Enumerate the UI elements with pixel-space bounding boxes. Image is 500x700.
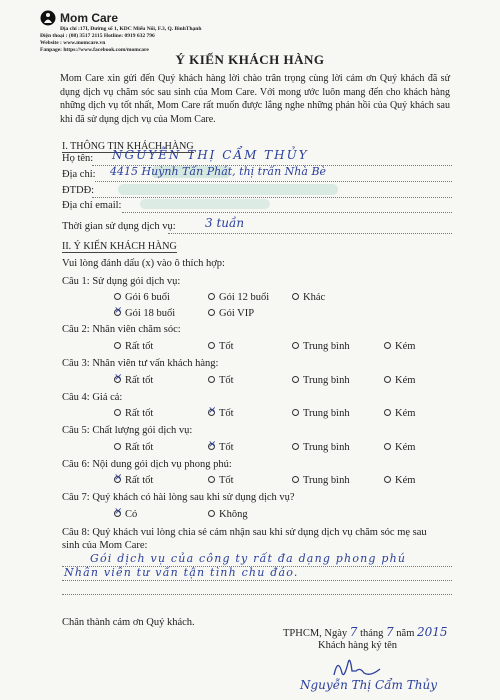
radio-icon[interactable] <box>292 476 299 483</box>
radio-icon[interactable] <box>292 293 299 300</box>
q6-good[interactable]: Tốt <box>208 475 234 486</box>
header <box>40 10 290 54</box>
page-title: Ý KIẾN KHÁCH HÀNG <box>175 52 325 67</box>
q5-good[interactable]: × Tốt <box>208 442 234 453</box>
radio-icon[interactable] <box>208 376 215 383</box>
q6-label: Câu 6: Nội dung gói dịch vụ phong phú: <box>62 459 232 470</box>
closing-text: Chân thành cảm ơn Quý khách. <box>62 617 195 628</box>
address-line <box>95 181 452 182</box>
radio-icon[interactable] <box>384 376 391 383</box>
radio-icon[interactable] <box>292 342 299 349</box>
radio-icon[interactable] <box>114 342 121 349</box>
email-redaction <box>140 199 270 209</box>
q7-yes[interactable]: ×Có <box>114 509 137 520</box>
q3-poor[interactable]: Kém <box>384 375 415 386</box>
q2-very-good[interactable]: Rất tốt <box>114 341 153 352</box>
address-value: 4415 Huỳnh Tấn Phát, thị trấn Nhà Bè <box>110 165 327 178</box>
radio-icon[interactable] <box>384 443 391 450</box>
address-label: Địa chỉ: <box>62 169 96 180</box>
radio-icon[interactable] <box>208 510 215 517</box>
phone-redaction <box>118 184 338 195</box>
q1-option-12-sessions[interactable]: Gói 12 buổi <box>208 292 269 303</box>
q4-average[interactable]: Trung bình <box>292 408 350 419</box>
header-fanpage: Fanpage: https://www.facebook.com/momcare <box>40 47 149 53</box>
q6-average[interactable]: Trung bình <box>292 475 350 486</box>
logo-text: Mom Care <box>60 11 119 25</box>
q3-good[interactable]: Tốt <box>208 375 234 386</box>
header-website: Website : www.momcare.vn <box>40 40 106 46</box>
q8-label: Câu 8: Quý khách vui lòng chia sẻ cảm nhận sau khi sử dụng dịch vụ chăm sóc mẹ sau sinh của Mom Care: <box>62 527 427 551</box>
q1-label: Câu 1: Sử dụng gói dịch vụ: <box>62 276 181 287</box>
name-label: Họ tên: <box>62 153 94 164</box>
q6-poor[interactable]: Kém <box>384 475 415 486</box>
q1-option-other[interactable]: Khác <box>292 292 325 303</box>
q1-option-6-sessions[interactable]: Gói 6 buổi <box>114 292 170 303</box>
q4-good[interactable]: × Tốt <box>208 408 234 419</box>
q6-very-good[interactable]: ×Rất tốt <box>114 475 153 486</box>
q8-line-2 <box>62 580 452 581</box>
q5-label: Câu 5: Chất lượng gói dịch vụ: <box>62 425 193 436</box>
email-line <box>122 212 452 213</box>
q4-label: Câu 4: Giá cả: <box>62 392 123 403</box>
q1-option-18-sessions[interactable]: ×Gói 18 buổi <box>114 308 175 319</box>
q8-answer-line-2: Nhân viên tư vấn tận tình chu đáo. <box>64 566 299 579</box>
q3-very-good[interactable]: ×Rất tốt <box>114 375 153 386</box>
q5-average[interactable]: Trung bình <box>292 442 350 453</box>
q2-poor[interactable]: Kém <box>384 341 415 352</box>
radio-checked-icon[interactable] <box>114 376 121 383</box>
radio-icon[interactable] <box>292 376 299 383</box>
q2-average[interactable]: Trung bình <box>292 341 350 352</box>
email-label: Địa chỉ email: <box>62 200 122 211</box>
intro-paragraph: Mom Care xin gửi đến Quý khách hàng lời chào trân trọng cùng lời cảm ơn Quý khách đã sử dụng dịch vụ chăm sóc sau sinh của Mom Care. Với mong ước luôn mang đến cho khách hàng những dịch vụ tốt nhất, Mom Care rất muốn được lắng nghe những phản hồi của Quý khách sau khi đã sử dụng dịch vụ của Mom Care. <box>60 73 450 125</box>
q4-poor[interactable]: Kém <box>384 408 415 419</box>
q4-very-good[interactable]: Rất tốt <box>114 408 153 419</box>
date-line: TPHCM, Ngày 7 tháng 7 năm 2015 <box>283 625 448 639</box>
q5-very-good[interactable]: Rất tốt <box>114 442 153 453</box>
radio-checked-icon[interactable] <box>114 309 121 316</box>
q7-label: Câu 7: Quý khách có hài lòng sau khi sử dụng dịch vụ? <box>62 492 295 503</box>
radio-icon[interactable] <box>208 476 215 483</box>
q8-answer-line-1: Gói dịch vụ của công ty rất đa dạng phong phú <box>90 552 407 565</box>
q1-option-vip[interactable]: Gói VIP <box>208 308 254 319</box>
section-customer-info-title: I. THÔNG TIN KHÁCH HÀNG <box>62 141 194 152</box>
sign-label: Khách hàng ký tên <box>318 640 398 651</box>
signed-name: Nguyễn Thị Cẩm Thủy <box>300 678 437 692</box>
service-time-value: 3 tuần <box>205 216 245 230</box>
instruction: Vui lòng đánh dấu (x) vào ô thích hợp: <box>62 258 225 269</box>
radio-checked-icon[interactable] <box>208 443 215 450</box>
q5-poor[interactable]: Kém <box>384 442 415 453</box>
radio-checked-icon[interactable] <box>114 476 121 483</box>
header-phone: Điện thoại : (08) 3517 2115 Hotline: 0919 632 796 <box>40 33 155 39</box>
radio-icon[interactable] <box>114 293 121 300</box>
service-time-line <box>168 233 452 234</box>
radio-checked-icon[interactable] <box>208 409 215 416</box>
radio-icon[interactable] <box>208 309 215 316</box>
section-feedback-title: II. Ý KIẾN KHÁCH HÀNG <box>62 241 177 252</box>
q8-line-3 <box>62 594 452 595</box>
radio-icon[interactable] <box>384 342 391 349</box>
phone-label: ĐTDĐ: <box>62 185 95 196</box>
radio-icon[interactable] <box>384 476 391 483</box>
date-month: 7 <box>386 625 394 639</box>
radio-icon[interactable] <box>208 342 215 349</box>
header-address: Địa chỉ :17I, Đường số 1, KDC Miếu Nổi, F.3, Q. BìnhThạnh <box>60 26 202 32</box>
q7-no[interactable]: Không <box>208 509 248 520</box>
q2-label: Câu 2: Nhân viên chăm sóc: <box>62 324 181 335</box>
logo <box>40 10 290 26</box>
mom-care-logo-icon <box>40 10 56 26</box>
radio-checked-icon[interactable] <box>114 510 121 517</box>
phone-line <box>92 197 452 198</box>
radio-icon[interactable] <box>384 409 391 416</box>
name-value: NGUYỄN THỊ CẨM THỦY <box>112 148 309 162</box>
q3-average[interactable]: Trung bình <box>292 375 350 386</box>
radio-icon[interactable] <box>114 409 121 416</box>
radio-icon[interactable] <box>114 443 121 450</box>
date-day: 7 <box>349 625 358 639</box>
q3-label: Câu 3: Nhân viên tư vấn khách hàng: <box>62 358 219 369</box>
service-time-label: Thời gian sử dụng dịch vụ: <box>62 221 176 232</box>
radio-icon[interactable] <box>208 293 215 300</box>
q2-good[interactable]: Tốt <box>208 341 234 352</box>
date-year: 2015 <box>416 625 448 639</box>
radio-icon[interactable] <box>292 443 299 450</box>
radio-icon[interactable] <box>292 409 299 416</box>
